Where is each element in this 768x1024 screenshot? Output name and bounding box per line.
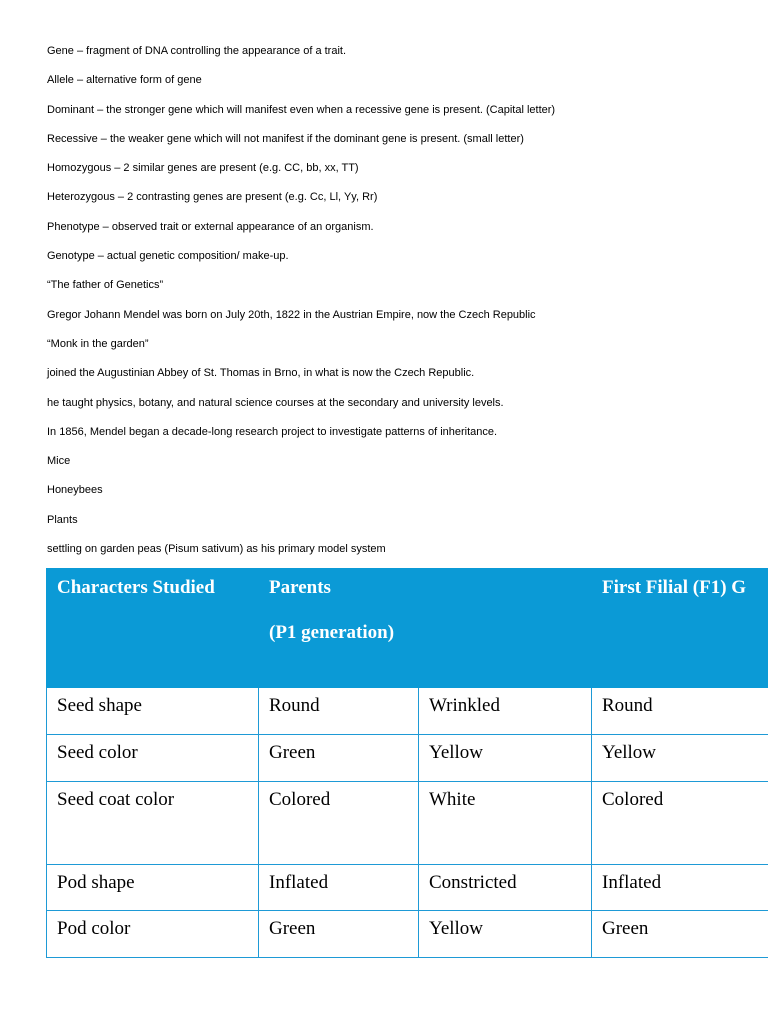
parent-dominant-cell: Inflated — [259, 865, 419, 911]
note-augustinian-abbey: joined the Augustinian Abbey of St. Thomas in Brno, in what is now the Czech Republic. — [47, 367, 475, 380]
table-row — [47, 911, 768, 958]
note-honeybees: Honeybees — [47, 484, 103, 497]
table-row — [47, 688, 768, 735]
table-header-row — [47, 569, 768, 688]
f1-cell: Green — [592, 911, 768, 958]
mendel-characters-table — [46, 568, 768, 960]
note-mice: Mice — [47, 455, 71, 468]
parent-recessive-cell: Yellow — [419, 735, 592, 782]
parent-dominant-cell: Round — [259, 688, 419, 735]
parent-dominant-cell: Green — [259, 735, 419, 782]
parent-recessive-cell: Wrinkled — [419, 688, 592, 735]
f1-cell: Colored — [592, 782, 768, 865]
notes-list — [47, 44, 555, 571]
f1-cell: Inflated — [592, 865, 768, 911]
characters-table — [46, 568, 768, 958]
note-garden-peas: settling on garden peas (Pisum sativum) as his primary model system — [47, 543, 386, 556]
character-cell: Seed color — [47, 735, 259, 782]
note-research-project: In 1856, Mendel began a decade-long research project to investigate patterns of inheritance. — [47, 425, 498, 438]
note-taught-courses: he taught physics, botany, and natural science courses at the secondary and university levels. — [47, 396, 504, 409]
table-row — [47, 735, 768, 782]
parent-dominant-cell: Colored — [259, 782, 419, 865]
parent-recessive-cell: Yellow — [419, 911, 592, 958]
note-gene: Gene – fragment of DNA controlling the appearance of a trait. — [47, 45, 347, 57]
f1-cell: Yellow — [592, 735, 768, 782]
f1-cell: Round — [592, 688, 768, 735]
character-cell: Seed shape — [47, 688, 259, 735]
note-monk-in-garden: “Monk in the garden” — [47, 337, 149, 350]
header-f1-generation: First Filial (F1) G — [592, 569, 768, 688]
header-parents-label: Parents — [269, 577, 331, 598]
character-cell: Seed coat color — [47, 782, 259, 865]
note-recessive: Recessive – the weaker gene which will not manifest if the dominant gene is present. (small letter) — [47, 132, 524, 145]
note-mendel-birth: Gregor Johann Mendel was born on July 20th, 1822 in the Austrian Empire, now the Czech Republic — [47, 308, 536, 321]
character-cell: Pod color — [47, 911, 259, 958]
parent-recessive-cell: Constricted — [419, 865, 592, 911]
parent-dominant-cell: Green — [259, 911, 419, 958]
character-cell: Pod shape — [47, 865, 259, 911]
note-phenotype: Phenotype – observed trait or external appearance of an organism. — [47, 220, 374, 233]
header-characters-studied: Characters Studied — [47, 569, 259, 688]
parent-recessive-cell: White — [419, 782, 592, 865]
note-allele: Allele – alternative form of gene — [47, 74, 202, 87]
note-heterozygous: Heterozygous – 2 contrasting genes are present (e.g. Cc, Ll, Yy, Rr) — [47, 191, 378, 204]
table-row — [47, 865, 768, 911]
header-parents — [259, 569, 592, 688]
note-father-of-genetics: “The father of Genetics” — [47, 279, 164, 292]
note-dominant: Dominant – the stronger gene which will manifest even when a recessive gene is present. (Capital letter) — [47, 103, 556, 116]
header-p1-generation: (P1 generation) — [269, 622, 395, 643]
note-plants: Plants — [47, 513, 78, 526]
note-genotype: Genotype – actual genetic composition/ make-up. — [47, 250, 289, 263]
note-homozygous: Homozygous – 2 similar genes are present (e.g. CC, bb, xx, TT) — [47, 162, 359, 175]
table-row — [47, 782, 768, 865]
